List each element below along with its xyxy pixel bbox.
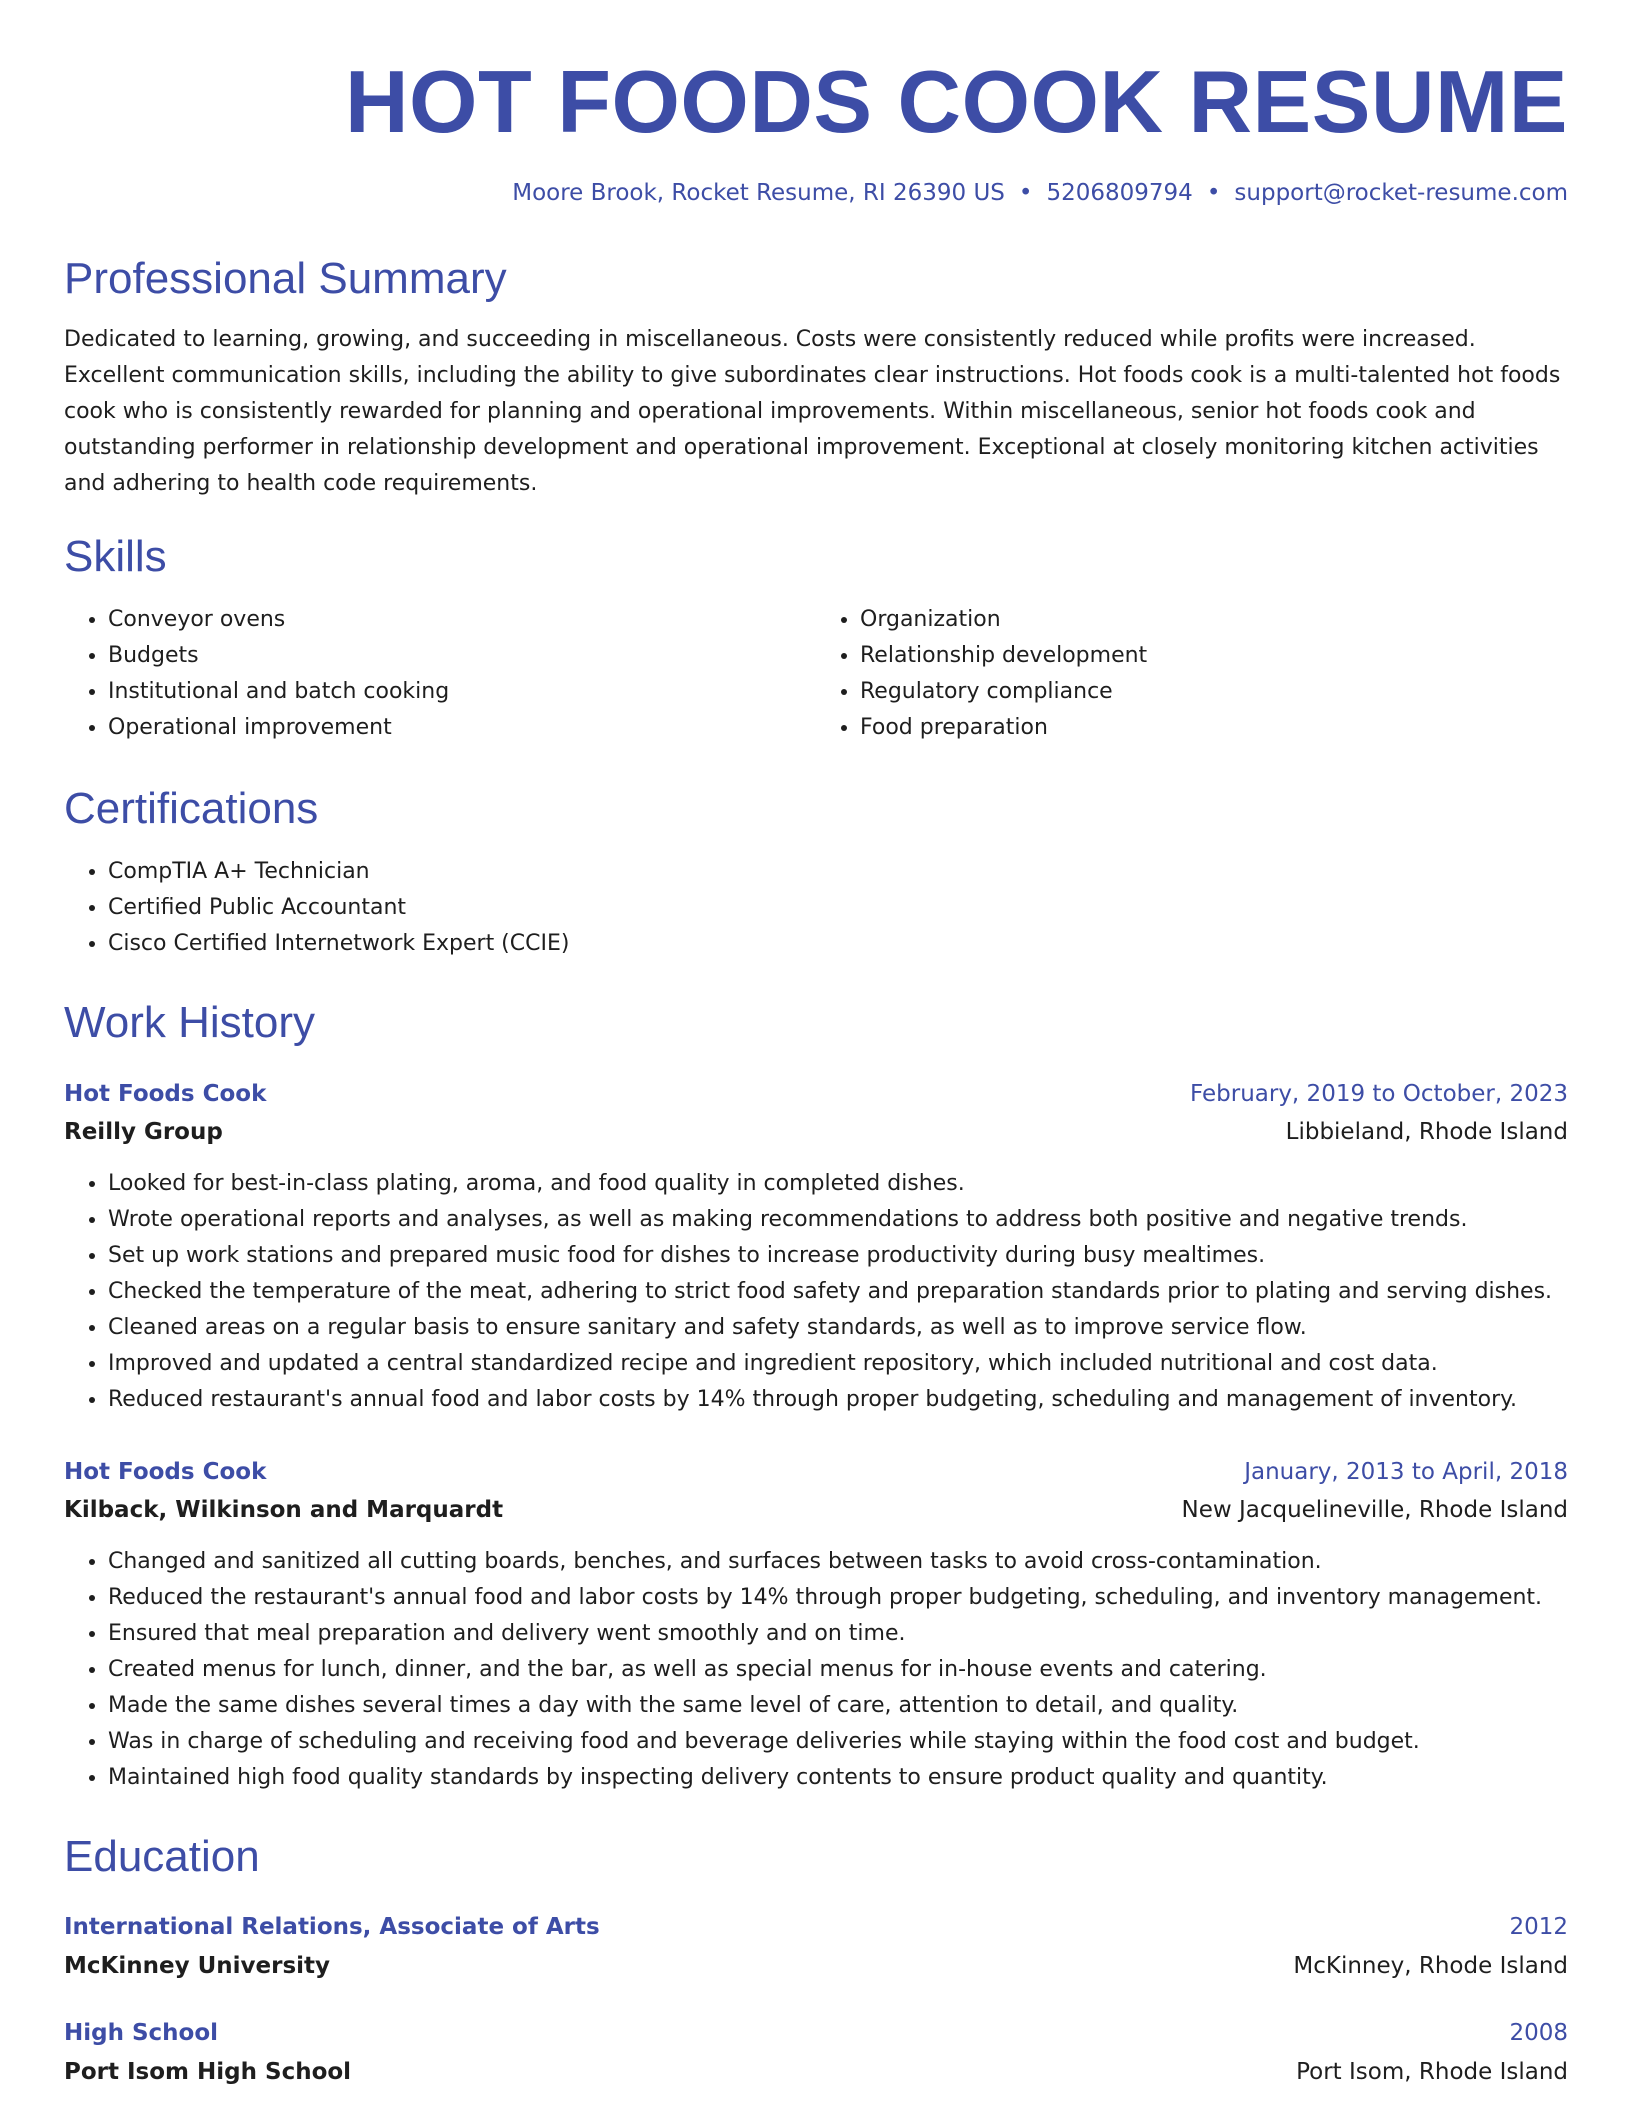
job-bullet: • Changed and sanitized all cutting boards, benches, and surfaces between tasks to avoid cross-contamination. bbox=[108, 1544, 1568, 1580]
skill-item: • Operational improvement bbox=[108, 710, 816, 746]
job-bullet: • Was in charge of scheduling and receiving food and beverage deliveries while staying within the food cost and budget. bbox=[108, 1724, 1568, 1760]
education-school: Port Isom High School bbox=[64, 2059, 352, 2085]
skill-item: • Organization bbox=[860, 602, 1568, 638]
certification-item: • Certified Public Accountant bbox=[108, 890, 1568, 926]
contact-phone: 5206809794 bbox=[1046, 180, 1193, 206]
section-heading-skills: Skills bbox=[64, 532, 167, 581]
job-bullets bbox=[64, 1544, 1568, 1796]
skills-list-right bbox=[816, 602, 1568, 746]
job-company: Kilback, Wilkinson and Marquardt bbox=[64, 1497, 504, 1523]
education-location: McKinney, Rhode Island bbox=[1293, 1953, 1568, 1979]
contact-line bbox=[64, 178, 1568, 208]
contact-address: Moore Brook, Rocket Resume, RI 26390 US bbox=[512, 180, 1005, 206]
education-year: 2008 bbox=[1509, 2020, 1568, 2046]
job-dates: February, 2019 to October, 2023 bbox=[1190, 1081, 1568, 1107]
skill-item: • Food preparation bbox=[860, 710, 1568, 746]
section-heading-work-history: Work History bbox=[64, 998, 315, 1047]
job-title: Hot Foods Cook bbox=[64, 1459, 267, 1485]
job-bullet: • Created menus for lunch, dinner, and the bar, as well as special menus for in-house events and catering. bbox=[108, 1652, 1568, 1688]
job-bullet: • Ensured that meal preparation and delivery went smoothly and on time. bbox=[108, 1616, 1568, 1652]
job-bullet: • Reduced restaurant's annual food and labor costs by 14% through proper budgeting, scheduling and management of inventory. bbox=[108, 1382, 1568, 1418]
certification-item: • CompTIA A+ Technician bbox=[108, 854, 1568, 890]
skill-item: • Conveyor ovens bbox=[108, 602, 816, 638]
section-heading-summary: Professional Summary bbox=[64, 254, 507, 303]
job-bullet: • Checked the temperature of the meat, adhering to strict food safety and preparation standards prior to plating and serving dishes. bbox=[108, 1274, 1568, 1310]
education-degree: International Relations, Associate of Arts bbox=[64, 1914, 600, 1940]
contact-separator: • bbox=[1018, 180, 1033, 206]
job-bullet: • Set up work stations and prepared music food for dishes to increase productivity during busy mealtimes. bbox=[108, 1238, 1568, 1274]
job-bullet: • Improved and updated a central standardized recipe and ingredient repository, which included nutritional and cost data. bbox=[108, 1346, 1568, 1382]
contact-separator: • bbox=[1206, 180, 1221, 206]
section-heading-education: Education bbox=[64, 1832, 260, 1881]
skills-list-left bbox=[64, 602, 816, 746]
job-bullet: • Looked for best-in-class plating, aroma, and food quality in completed dishes. bbox=[108, 1166, 1568, 1202]
education-degree: High School bbox=[64, 2020, 219, 2046]
job-bullets bbox=[64, 1166, 1568, 1418]
job-bullet: • Wrote operational reports and analyses, as well as making recommendations to address both positive and negative trends. bbox=[108, 1202, 1568, 1238]
certifications-list bbox=[64, 854, 1568, 962]
skills-columns bbox=[64, 602, 1568, 746]
contact-email: support@rocket-resume.com bbox=[1234, 180, 1568, 206]
skill-item: • Relationship development bbox=[860, 638, 1568, 674]
summary-text: Dedicated to learning, growing, and succeeding in miscellaneous. Costs were consistently reduced while profits were increased. Excellent communication skills, including the ability to give subordinates clear instructions. Hot foods cook is a multi-talented hot foods cook who is consistently rewarded for planning and operational improvements. Within miscellaneous, senior hot foods cook and outstanding performer in relationship development and operational improvement. Exceptional at closely monitoring kitchen activities and adhering to health code requirements. bbox=[64, 327, 1561, 496]
education-entry bbox=[64, 2014, 1568, 2092]
job-entry bbox=[64, 1076, 1568, 1418]
job-title: Hot Foods Cook bbox=[64, 1081, 267, 1107]
education-entry bbox=[64, 1908, 1568, 1986]
education-location: Port Isom, Rhode Island bbox=[1296, 2059, 1568, 2085]
job-dates: January, 2013 to April, 2018 bbox=[1244, 1459, 1568, 1485]
job-bullet: • Cleaned areas on a regular basis to ensure sanitary and safety standards, as well as to improve service flow. bbox=[108, 1310, 1568, 1346]
resume-title: HOT FOODS COOK RESUME bbox=[345, 52, 1568, 151]
job-location: Libbieland, Rhode Island bbox=[1285, 1119, 1568, 1145]
education-year: 2012 bbox=[1509, 1914, 1568, 1940]
job-location: New Jacquelineville, Rhode Island bbox=[1181, 1497, 1568, 1523]
job-bullet: • Maintained high food quality standards by inspecting delivery contents to ensure product quality and quantity. bbox=[108, 1760, 1568, 1796]
certification-item: • Cisco Certified Internetwork Expert (CCIE) bbox=[108, 926, 1568, 962]
job-bullet: • Made the same dishes several times a day with the same level of care, attention to detail, and quality. bbox=[108, 1688, 1568, 1724]
education-school: McKinney University bbox=[64, 1953, 331, 1979]
skill-item: • Regulatory compliance bbox=[860, 674, 1568, 710]
section-heading-certifications: Certifications bbox=[64, 784, 319, 833]
skill-item: • Institutional and batch cooking bbox=[108, 674, 816, 710]
job-company: Reilly Group bbox=[64, 1119, 223, 1145]
job-entry bbox=[64, 1454, 1568, 1796]
job-bullet: • Reduced the restaurant's annual food and labor costs by 14% through proper budgeting, scheduling, and inventory management. bbox=[108, 1580, 1568, 1616]
skill-item: • Budgets bbox=[108, 638, 816, 674]
